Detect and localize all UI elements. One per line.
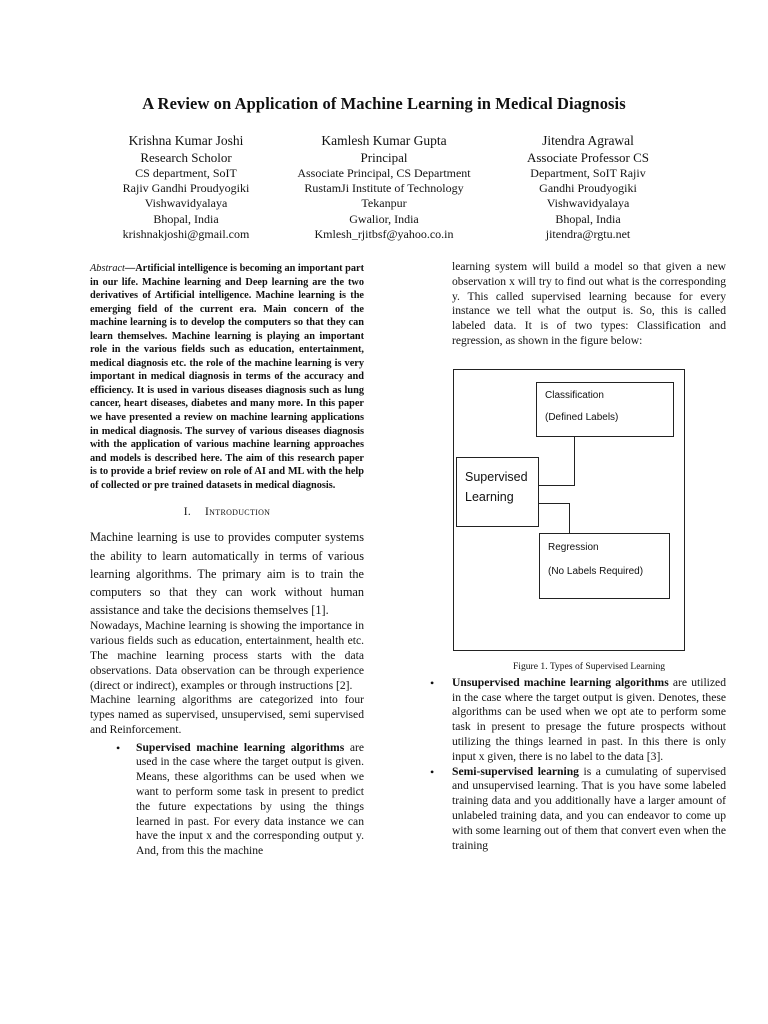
right-column (430, 260, 726, 853)
author-affiliation: CS department, SoIT (135, 166, 237, 180)
author-role: Associate Professor CS (526, 150, 650, 165)
author-block-3 (508, 132, 668, 242)
author-name: Krishna Kumar Joshi (128, 133, 244, 148)
box-label: Classification (545, 389, 604, 401)
bullet-list (90, 741, 364, 859)
author-affiliation: Vishwavidyalaya (546, 196, 630, 211)
bullet-dot: • (430, 764, 435, 779)
author-affiliation: RustamJi Institute of Technology (304, 181, 464, 196)
intro-paragraph: Machine learning is use to provides computer systems the ability to learn automatically in terms of various learning algorithms. The primary aim is to train the computers so that they can work without human assistance and take the decisions themselves [1]. (90, 530, 364, 618)
author-block-2 (288, 132, 480, 242)
author-affiliation: Department, SoIT Rajiv (530, 166, 646, 180)
bullet-term: Supervised machine learning algorithms (136, 740, 345, 754)
author-affiliation: Tekanpur (361, 196, 407, 211)
connector-line (538, 503, 570, 504)
box-regression (539, 533, 670, 599)
abstract (90, 262, 364, 492)
bullet-text: are used in the case where the target output is given. Means, these algorithms can be used when we want to perform some task in present to predict the future expectations by using the things learned in past. For every data instance we can have the input x and the corresponding output y. And, from this the machine (136, 740, 364, 858)
author-location: Gwalior, India (349, 211, 419, 226)
abstract-text: Artificial intelligence is becoming an important part in our life. Machine learning and Deep learning are the two derivatives of Artificial intelligence. Machine learning is the emerging field of the current era. Main concern of the machine learning is to develop the computers so that they can learn themselves. Machine learning is playing an important role in the various fields such as education, entertainment, medical diagnosis etc. the role of the machine learning is very important in medical diagnosis in terms of the accuracy and efficiency. It is used in various diseases diagnosis such as lung cancer, heart diseases, diabetes and many more. In this paper we have presented a review on machine learning applications in medical diagnosis. The survey of various diseases diagnosis with the application of various machine learning approaches and models is described here. The aim of this research paper is to provide a brief review on role of AI and ML with the help of collected or pre trained datasets in medical diagnosis. (90, 263, 364, 491)
connector-line (574, 436, 575, 485)
figure-caption: Figure 1. Types of Supervised Learning (512, 660, 666, 672)
box-sublabel: (No Labels Required) (548, 566, 644, 578)
bullet-text: are utilized in the case where the target output is given. Denotes, these algorithms can be used when we opt ate to perform some task in present to presage the future prospects without utilizing the things learned in past. In this there is only input x given, there is no label to the data [3]. (452, 675, 726, 763)
body-paragraph: learning system will build a model so that given a new observation x will try to find out what is the corresponding y. This called supervised learning because for every instance we tell what the output is. So, this is called labeled data. It is of two types: Classification and regression, as shown in the figure below: (452, 260, 726, 347)
bullet-text: is a cumulating of supervised and unsupervised learning. That is you have some labeled training data and you additionally have a larger amount of unlabeled training data, and you can endeavor to come up with some learning out of them that convert even when the training (452, 764, 726, 852)
bullet-supervised (90, 741, 364, 859)
section-number: I. (183, 506, 192, 519)
author-role: Research Scholor (140, 150, 232, 165)
connector-line (538, 485, 575, 486)
author-email: Kmlesh_rjitbsf@yahoo.co.in (314, 226, 454, 241)
bullet-dot: • (116, 740, 121, 755)
author-block-1 (108, 132, 264, 242)
bullet-dot: • (430, 675, 435, 690)
author-location: Bhopal, India (555, 211, 621, 226)
author-affiliation: Vishwavidyalaya (144, 196, 228, 211)
bullet-term: Unsupervised machine learning algorithms (452, 675, 669, 689)
connector-line (569, 503, 570, 534)
box-sublabel: (Defined Labels) (545, 411, 619, 423)
author-email: jitendra@rgtu.net (545, 226, 631, 241)
left-column (90, 262, 364, 859)
abstract-lead: Abstract (90, 263, 125, 274)
box-label: Regression (548, 541, 599, 553)
figure-supervised-learning (453, 369, 685, 651)
bullet-semisupervised (430, 764, 726, 854)
box-supervised-learning (456, 457, 539, 527)
abstract-dash: — (124, 263, 136, 274)
author-affiliation: Associate Principal, CS Department (297, 166, 471, 180)
author-role: Principal (360, 150, 408, 165)
box-classification (536, 382, 674, 437)
box-label: Learning (465, 489, 514, 504)
section-title: Introduction (205, 506, 271, 519)
bullet-list (430, 675, 726, 854)
box-label: Supervised (465, 469, 528, 484)
author-affiliation: Rajiv Gandhi Proudyogiki (122, 181, 250, 196)
author-location: Bhopal, India (153, 211, 219, 226)
intro-paragraph: Machine learning algorithms are categorized into four types named as supervised, unsupervised, semi supervised and Reinforcement. (90, 693, 364, 736)
author-affiliation: Gandhi Proudyogiki (539, 181, 637, 196)
paper-title: A Review on Application of Machine Learning in Medical Diagnosis (142, 94, 626, 113)
author-email: krishnakjoshi@gmail.com (122, 226, 250, 241)
intro-paragraph: Nowadays, Machine learning is showing the importance in various fields such as education, entertainment, health etc. The machine learning process starts with the data observations. Data observation can be through experience (direct or indirect), examples or through instructions [2]. (90, 619, 364, 692)
author-name: Jitendra Agrawal (542, 133, 634, 148)
bullet-unsupervised (430, 675, 726, 765)
section-heading (90, 506, 364, 518)
author-name: Kamlesh Kumar Gupta (321, 133, 447, 148)
bullet-term: Semi-supervised learning (452, 764, 579, 778)
